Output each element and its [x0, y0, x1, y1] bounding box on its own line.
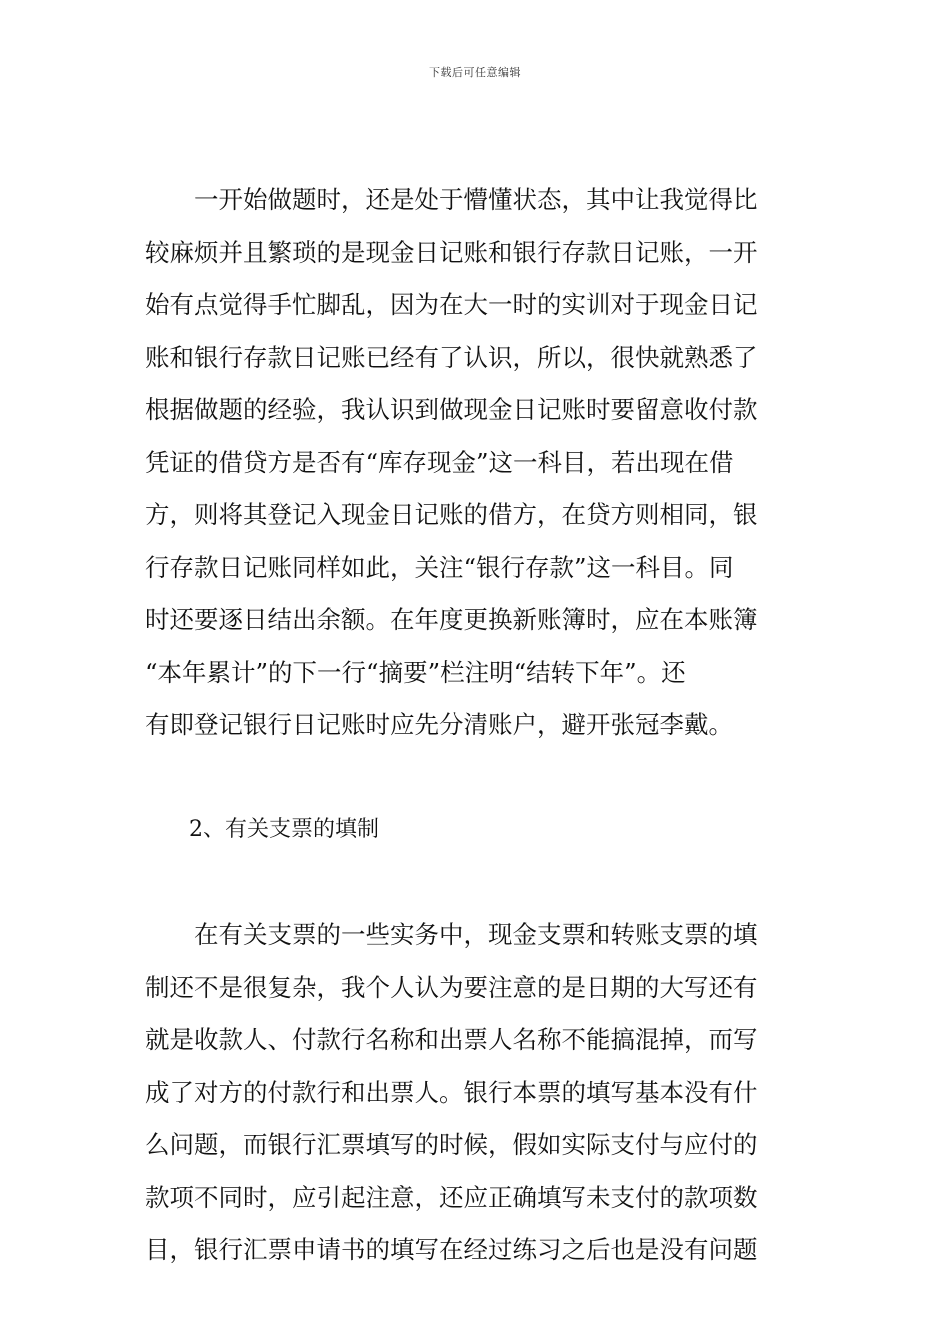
paragraph-line: 方，则将其登记入现金日记账的借方，在贷方则相同，银	[145, 500, 758, 529]
paragraph-line: 成了对方的付款行和出票人。银行本票的填写基本没有什	[145, 1077, 758, 1107]
paragraph-line: 目，银行汇票申请书的填写在经过练习之后也是没有问题	[145, 1235, 758, 1264]
paragraph-line: 时还要逐日结出余额。在年度更换新账簿时，应在本账簿	[145, 605, 758, 634]
paragraph-line: 在有关支票的一些实务中，现金支票和转账支票的填	[145, 920, 758, 949]
paragraph-line: “本年累计”的下一行“摘要”栏注明“结转下年”。还	[145, 657, 686, 687]
paragraph-line: 行存款日记账同样如此，关注“银行存款”这一科目。同	[145, 552, 734, 582]
spacer	[145, 752, 807, 805]
page-header: 下载后可任意编辑	[429, 66, 521, 79]
paragraph-1	[145, 174, 807, 752]
document-body	[145, 174, 807, 1277]
section-heading: 2、有关支票的填制	[145, 817, 379, 842]
spacer	[145, 857, 807, 910]
paragraph-2	[145, 909, 807, 1277]
paragraph-line: 有即登记银行日记账时应先分清账户，避开张冠李戴。	[145, 710, 733, 739]
paragraph-line: 较麻烦并且繁琐的是现金日记账和银行存款日记账，一开	[145, 237, 758, 267]
paragraph-line: 款项不同时，应引起注意，还应正确填写未支付的款项数	[145, 1182, 758, 1212]
paragraph-line: 就是收款人、付款行名称和出票人名称不能搞混掉，而写	[145, 1025, 758, 1054]
paragraph-line: 根据做题的经验，我认识到做现金日记账时要留意收付款	[145, 395, 758, 424]
paragraph-line: 凭证的借贷方是否有“库存现金”这一科目，若出现在借	[145, 447, 734, 477]
paragraph-line: 么问题，而银行汇票填写的时候，假如实际支付与应付的	[145, 1130, 758, 1159]
paragraph-line: 始有点觉得手忙脚乱，因为在大一时的实训对于现金日记	[145, 290, 758, 319]
paragraph-line: 制还不是很复杂，我个人认为要注意的是日期的大写还有	[145, 972, 758, 1002]
paragraph-line: 账和银行存款日记账已经有了认识，所以，很快就熟悉了	[145, 342, 758, 372]
paragraph-line: 一开始做题时，还是处于懵懂状态，其中让我觉得比	[145, 185, 758, 214]
